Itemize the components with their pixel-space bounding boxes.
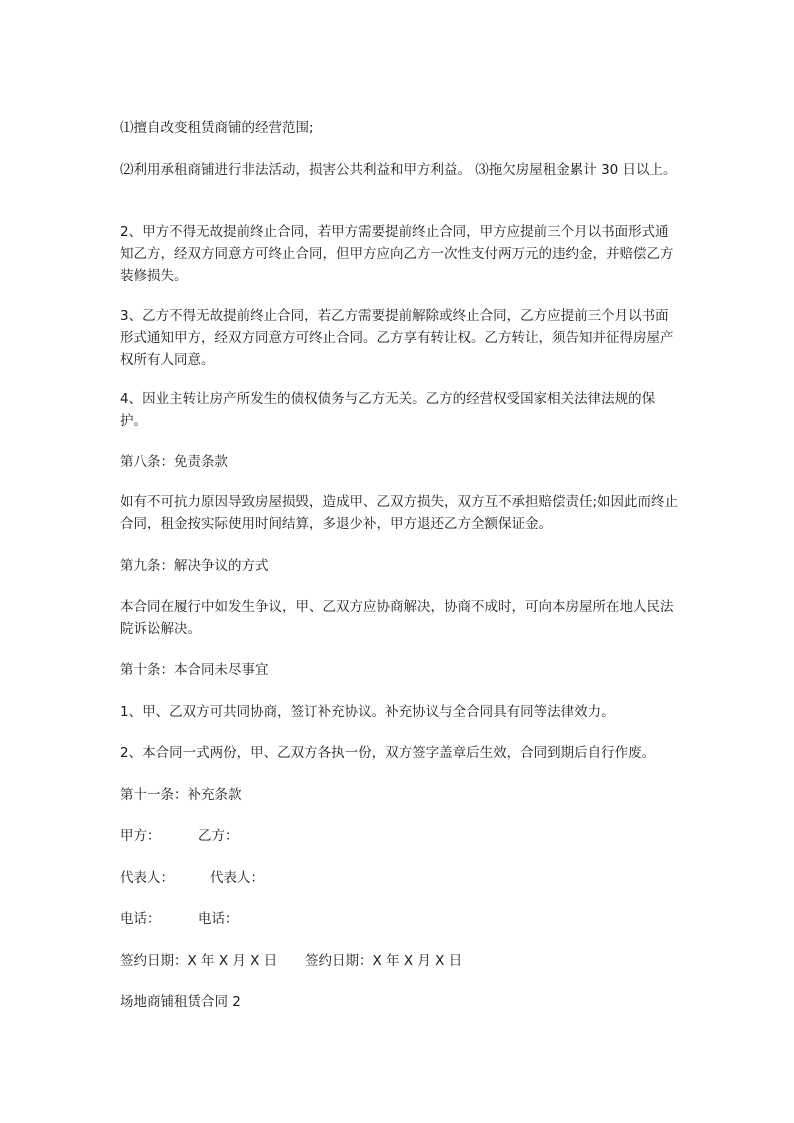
- next-contract-title: 场地商铺租赁合同 2: [120, 994, 241, 1010]
- clause-debts: 4、因业主转让房产所发生的债权债务与乙方无关。乙方的经营权受国家相关法律法规的保护。: [120, 391, 656, 429]
- party-b-label: 乙方：: [198, 828, 239, 844]
- date-a-label: 签约日期：X 年 X 月 X 日: [120, 953, 278, 969]
- signature-party-row: [120, 825, 239, 847]
- date-b-label: 签约日期：X 年 X 月 X 日: [305, 953, 463, 969]
- heading-article-8: 第八条：免责条款: [120, 454, 228, 470]
- heading-article-10: 第十条：本合同未尽事宜: [120, 662, 269, 678]
- phone-b-label: 电话：: [198, 911, 239, 927]
- signature-rep-row: [120, 867, 264, 889]
- rep-b-label: 代表人：: [210, 870, 264, 886]
- clause-item-1: ⑴擅自改变租赁商铺的经营范围;: [120, 120, 314, 136]
- phone-a-label: 电话：: [120, 911, 161, 927]
- clause-tenant-termination: 3、乙方不得无故提前终止合同，若乙方需要提前解除或终止合同，乙方应提前三个月以书面形式通知甲方，经双方同意方可终止合同。乙方享有转让权。乙方转让，须告知并征得房屋产权所有人同意。: [120, 308, 674, 368]
- clause-force-majeure: 如有不可抗力原因导致房屋损毁，造成甲、乙双方损失，双方互不承担赔偿责任;如因此而终止合同，租金按实际使用时间结算，多退少补，甲方退还乙方全额保证金。: [120, 494, 679, 532]
- party-a-label: 甲方：: [120, 828, 161, 844]
- signature-date-row: [120, 950, 462, 972]
- rep-a-label: 代表人：: [120, 870, 174, 886]
- clause-supplement-2: 2、本合同一式两份，甲、乙双方各执一份，双方签字盖章后生效，合同到期后自行作废。: [120, 745, 656, 761]
- clause-supplement-1: 1、甲、乙双方可共同协商，签订补充协议。补充协议与全合同具有同等法律效力。: [120, 704, 615, 720]
- clause-landlord-termination: 2、甲方不得无故提前终止合同，若甲方需要提前终止合同，甲方应提前三个月以书面形式通知乙方，经双方同意方可终止合同，但甲方应向乙方一次性支付两万元的违约金，并赔偿乙方装修损失。: [120, 224, 674, 284]
- heading-article-9: 第九条：解决争议的方式: [120, 558, 269, 574]
- signature-phone-row: [120, 908, 239, 930]
- heading-article-11: 第十一条：补充条款: [120, 787, 242, 803]
- clause-dispute: 本合同在履行中如发生争议，甲、乙双方应协商解决，协商不成时，可向本房屋所在地人民法院诉讼解决。: [120, 599, 674, 637]
- clause-item-2-3: ⑵利用承租商铺进行非法活动，损害公共利益和甲方利益。 ⑶拖欠房屋租金累计 30 日以上。: [120, 162, 677, 178]
